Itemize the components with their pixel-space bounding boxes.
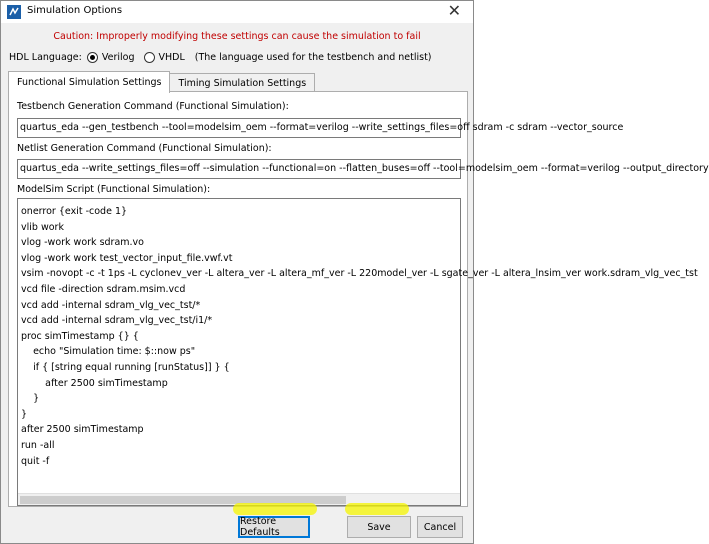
hdl-language-label: HDL Language: (9, 52, 82, 63)
script-line: after 2500 simTimestamp (21, 424, 144, 436)
verilog-radio[interactable] (87, 52, 98, 63)
window-title: Simulation Options (27, 5, 123, 16)
script-line: vlog -work work sdram.vo (21, 237, 144, 249)
script-line: vcd add -internal sdram_vlg_vec_tst/* (21, 299, 201, 311)
script-line: vsim -novopt -c -t 1ps -L cyclonev_ver -L altera_ver -L altera_mf_ver -L 220model_ver -L sgate_ver -L altera_lnsim_ver work.sdram_vlg_vec_tst (21, 268, 698, 280)
script-line: } (21, 393, 40, 405)
testbench-command-label: Testbench Generation Command (Functional Simulation): (17, 101, 289, 112)
modelsim-script-label: ModelSim Script (Functional Simulation): (17, 184, 211, 195)
netlist-command-field[interactable]: quartus_eda --write_settings_files=off --simulation --functional=on --flatten_buses=off --tool=modelsim_oem --format=verilog --output_directory (17, 159, 461, 179)
cancel-button[interactable]: Cancel (417, 516, 463, 538)
highlight-restore (233, 503, 317, 515)
script-line: quit -f (21, 455, 50, 467)
script-line: if { [string equal running [runStatus]] } { (21, 361, 230, 373)
netlist-command-label: Netlist Generation Command (Functional Simulation): (17, 143, 272, 154)
tab-functional-simulation[interactable]: Functional Simulation Settings (8, 71, 170, 93)
functional-settings-panel (8, 91, 709, 507)
save-button[interactable]: Save (347, 516, 411, 538)
vhdl-radio-label[interactable]: VHDL (158, 52, 185, 63)
tab-timing-simulation[interactable]: Timing Simulation Settings (170, 73, 315, 92)
script-line: vlib work (21, 221, 64, 233)
script-line: echo "Simulation time: $::now ps" (21, 346, 196, 358)
hdl-language-note: (The language used for the testbench and netlist) (194, 52, 432, 63)
vhdl-radio[interactable] (144, 52, 155, 63)
testbench-command-field[interactable]: quartus_eda --gen_testbench --tool=modelsim_oem --format=verilog --write_settings_files=off sdram -c sdram --vector_source (17, 118, 461, 138)
app-icon (7, 5, 21, 19)
script-line: vcd add -internal sdram_vlg_vec_tst/i1/* (21, 315, 213, 327)
restore-defaults-button[interactable]: Restore Defaults (238, 516, 310, 538)
modelsim-script-editor[interactable] (17, 198, 698, 506)
script-line: onerror {exit -code 1} (21, 206, 128, 217)
script-line: after 2500 simTimestamp (21, 377, 168, 389)
script-line: run -all (21, 439, 55, 451)
script-text (21, 204, 698, 469)
title-bar (1, 1, 473, 23)
hdl-language-row (9, 52, 432, 63)
highlight-save (345, 503, 409, 515)
script-line: vcd file -direction sdram.msim.vcd (21, 283, 186, 295)
script-line: proc simTimestamp {} { (21, 330, 139, 342)
verilog-radio-label[interactable]: Verilog (101, 52, 135, 63)
close-icon[interactable]: ✕ (447, 1, 461, 20)
radio-selected-dot (90, 55, 95, 60)
settings-tabs (8, 71, 315, 92)
script-line: } (21, 408, 28, 420)
caution-message: Caution: Improperly modifying these settings can cause the simulation to fail (53, 31, 421, 42)
script-line: vlog -work work test_vector_input_file.vwf.vt (21, 252, 233, 264)
